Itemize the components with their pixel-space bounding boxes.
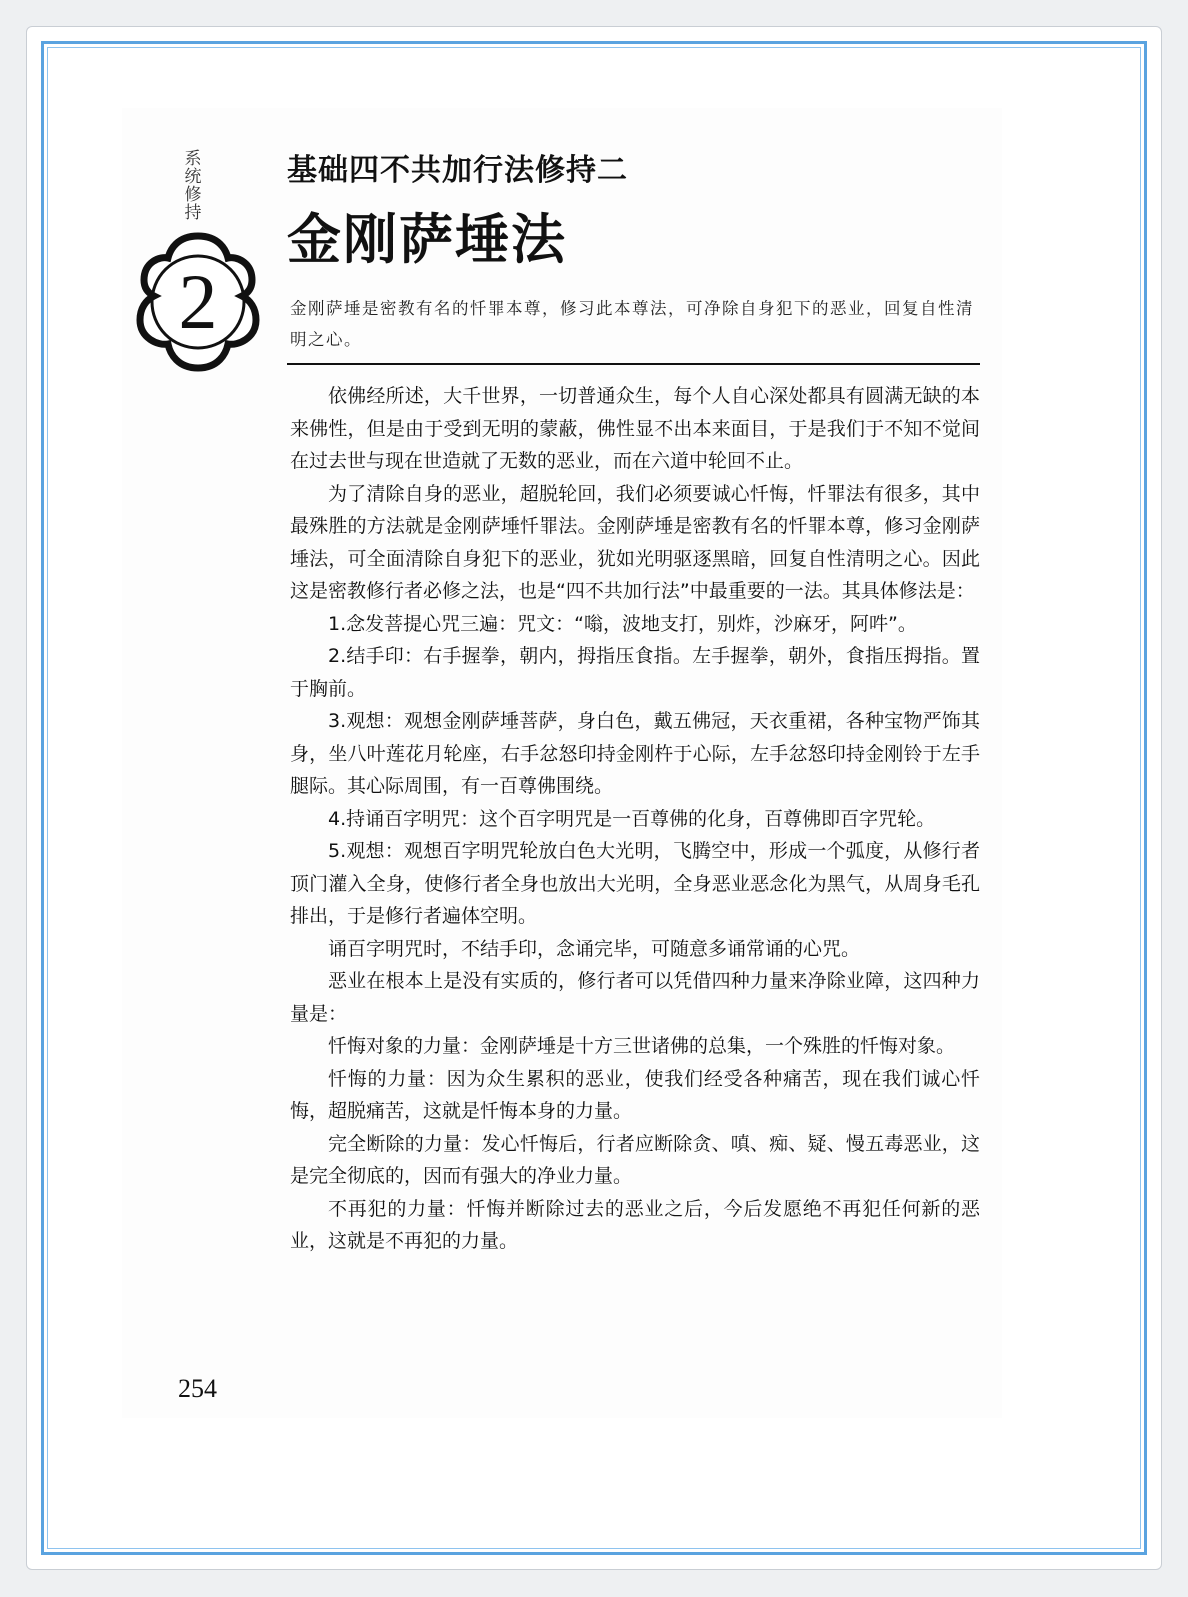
- list-item: 4.持诵百字明咒：这个百字明咒是一百尊佛的化身，百尊佛即百字咒轮。: [328, 807, 936, 830]
- list-item: 3.观想：观想金刚萨埵菩萨，身白色，戴五佛冠，天衣重裙，各种宝物严饰其身，坐八叶莲花月轮座，右手忿怒印持金刚杵于心际，左手忿怒印持金刚铃于左手腿际。其心际周围，有一百尊佛围绕。: [290, 710, 980, 797]
- paragraph: 忏悔的力量：因为众生累积的恶业，使我们经受各种痛苦，现在我们诚心忏悔，超脱痛苦，这就是忏悔本身的力量。: [290, 1067, 980, 1122]
- paragraph: 完全断除的力量：发心忏悔后，行者应断除贪、嗔、痴、疑、慢五毒恶业，这是完全彻底的，因而有强大的净业力量。: [290, 1132, 980, 1187]
- paragraph: 诵百字明咒时，不结手印，念诵完毕，可随意多诵常诵的心咒。: [328, 937, 861, 960]
- side-section-label: 系统修持: [184, 149, 202, 223]
- chapter-number: 2: [178, 258, 218, 345]
- paragraph: 忏悔对象的力量：金刚萨埵是十方三世诸佛的总集，一个殊胜的忏悔对象。: [328, 1035, 956, 1057]
- page-number: 254: [178, 1374, 217, 1403]
- list-item: 1.念发菩提心咒三遍：咒文：“嗡，波地支打，别炸，沙麻牙，阿吽”。: [328, 612, 917, 635]
- lead-summary: 金刚萨埵是密教有名的忏罪本尊，修习此本尊法，可净除自身犯下的恶业，回复自性清明之心。: [290, 299, 974, 349]
- paragraph: 为了清除自身的恶业，超脱轮回，我们必须要诚心忏悔，忏罪法有很多，其中最殊胜的方法就是金刚萨埵忏罪法。金刚萨埵是密教有名的忏罪本尊，修习金刚萨埵法，可全面清除自身犯下的恶业，犹如光明驱逐黑暗，回复自性清明之心。因此这是密教修行者必修之法，也是“四不共加行法”中最重要的一法。其具体修法是：: [290, 482, 980, 602]
- divider: [287, 363, 980, 365]
- paragraph: 依佛经所述，大千世界，一切普通众生，每个人自心深处都具有圆满无缺的本来佛性，但是由于受到无明的蒙蔽，佛性显不出本来面目，于是我们于不知不觉间在过去世与现在世造就了无数的恶业，而在六道中轮回不止。: [290, 385, 980, 472]
- series-title: 基础四不共加行法修持二: [287, 153, 628, 188]
- paragraph: 恶业在根本上是没有实质的，修行者可以凭借四种力量来净除业障，这四种力量是：: [290, 970, 980, 1025]
- paragraph: 不再犯的力量：忏悔并断除过去的恶业之后，今后发愿绝不再犯任何新的恶业，这就是不再犯的力量。: [290, 1197, 980, 1252]
- list-item: 5.观想：观想百字明咒轮放白色大光明，飞腾空中，形成一个弧度，从修行者顶门灌入全身，使修行者全身也放出大光明，全身恶业恶念化为黑气，从周身毛孔排出，于是修行者遍体空明。: [290, 840, 980, 927]
- body-text: [290, 380, 980, 1258]
- page-title: 金刚萨埵法: [287, 207, 567, 271]
- list-item: 2.结手印：右手握拳，朝内，拇指压食指。左手握拳，朝外，食指压拇指。置于胸前。: [290, 645, 980, 700]
